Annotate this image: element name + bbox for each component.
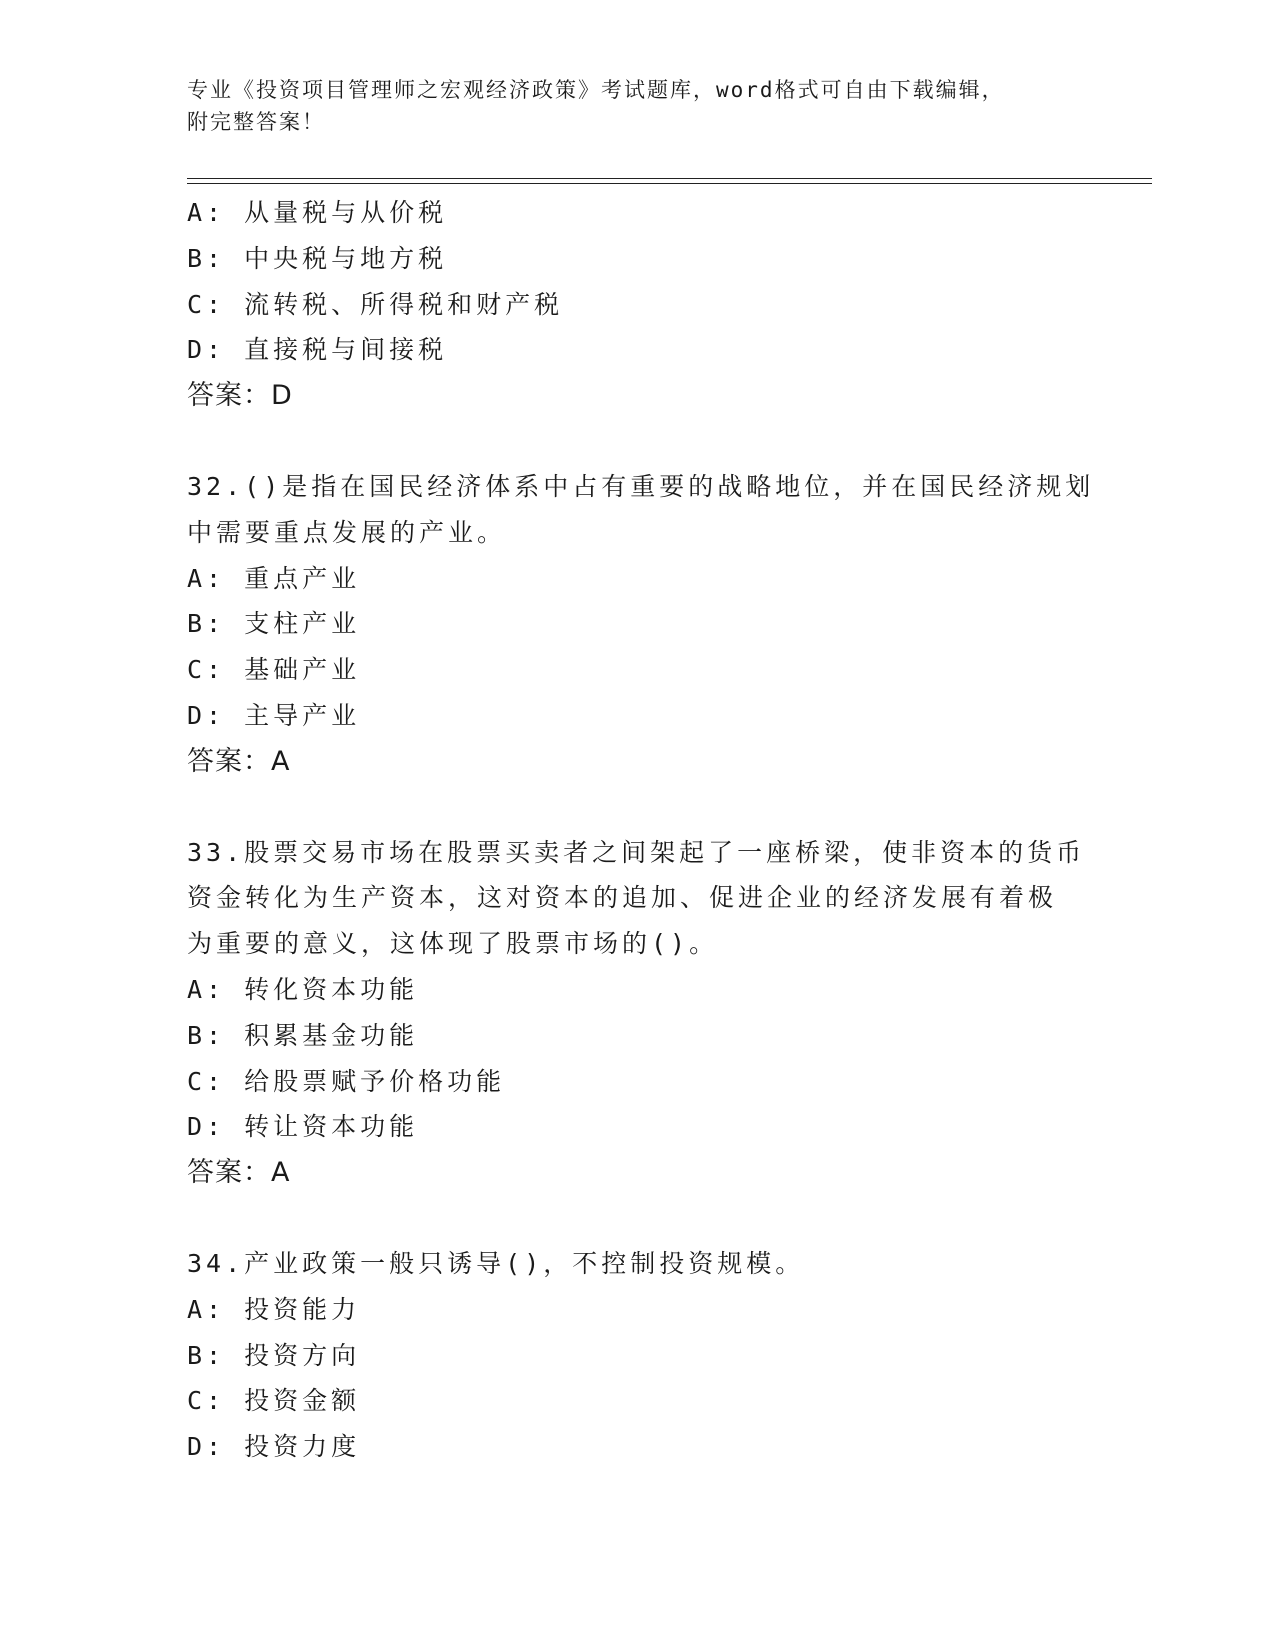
question-list [187,190,1095,1470]
question-stem-line: 32.()是指在国民经济体系中占有重要的战略地位，并在国民经济规划 [187,471,1095,501]
intro-line-2: 附完整答案！ [187,110,325,134]
question-stem-line: 33.股票交易市场在股票买卖者之间架起了一座桥梁，使非资本的货币 [187,837,1086,867]
question-31 [187,190,1087,419]
option-a: A: 投资能力 [187,1294,361,1324]
answer-line: 答案：A [187,1157,291,1189]
option-b: B: 中央税与地方税 [187,243,448,273]
option-c: C: 投资金额 [187,1386,361,1416]
header-divider-bottom [187,183,1152,184]
intro-line-1: 专业《投资项目管理师之宏观经济政策》考试题库，word格式可自由下载编辑， [187,78,1005,102]
question-34 [187,1241,1087,1470]
option-c: C: 流转税、所得税和财产税 [187,289,564,319]
question-33 [187,830,1087,1196]
option-c: C: 基础产业 [187,655,361,685]
option-a: A: 从量税与从价税 [187,198,448,227]
question-stem-line: 中需要重点发展的产业。 [187,517,507,547]
option-a: A: 重点产业 [187,563,361,593]
answer-line: 答案：A [187,745,291,777]
option-d: D: 主导产业 [187,700,361,730]
option-a: A: 转化资本功能 [187,974,419,1004]
question-stem-line: 资金转化为生产资本，这对资本的追加、促进企业的经济发展有着极 [187,883,1058,913]
option-d: D: 直接税与间接税 [187,335,448,365]
option-b: B: 投资方向 [187,1340,361,1370]
question-stem-line: 34.产业政策一般只诱导()，不控制投资规模。 [187,1248,805,1278]
question-32 [187,464,1095,785]
option-d: D: 转让资本功能 [187,1112,419,1142]
option-b: B: 积累基金功能 [187,1020,419,1050]
option-c: C: 给股票赋予价格功能 [187,1066,506,1096]
answer-line: 答案：D [187,380,293,412]
option-d: D: 投资力度 [187,1432,361,1462]
question-stem-line: 为重要的意义，这体现了股票市场的()。 [187,929,719,959]
document-intro [187,74,1087,138]
header-divider-top [187,178,1152,179]
option-b: B: 支柱产业 [187,609,361,639]
